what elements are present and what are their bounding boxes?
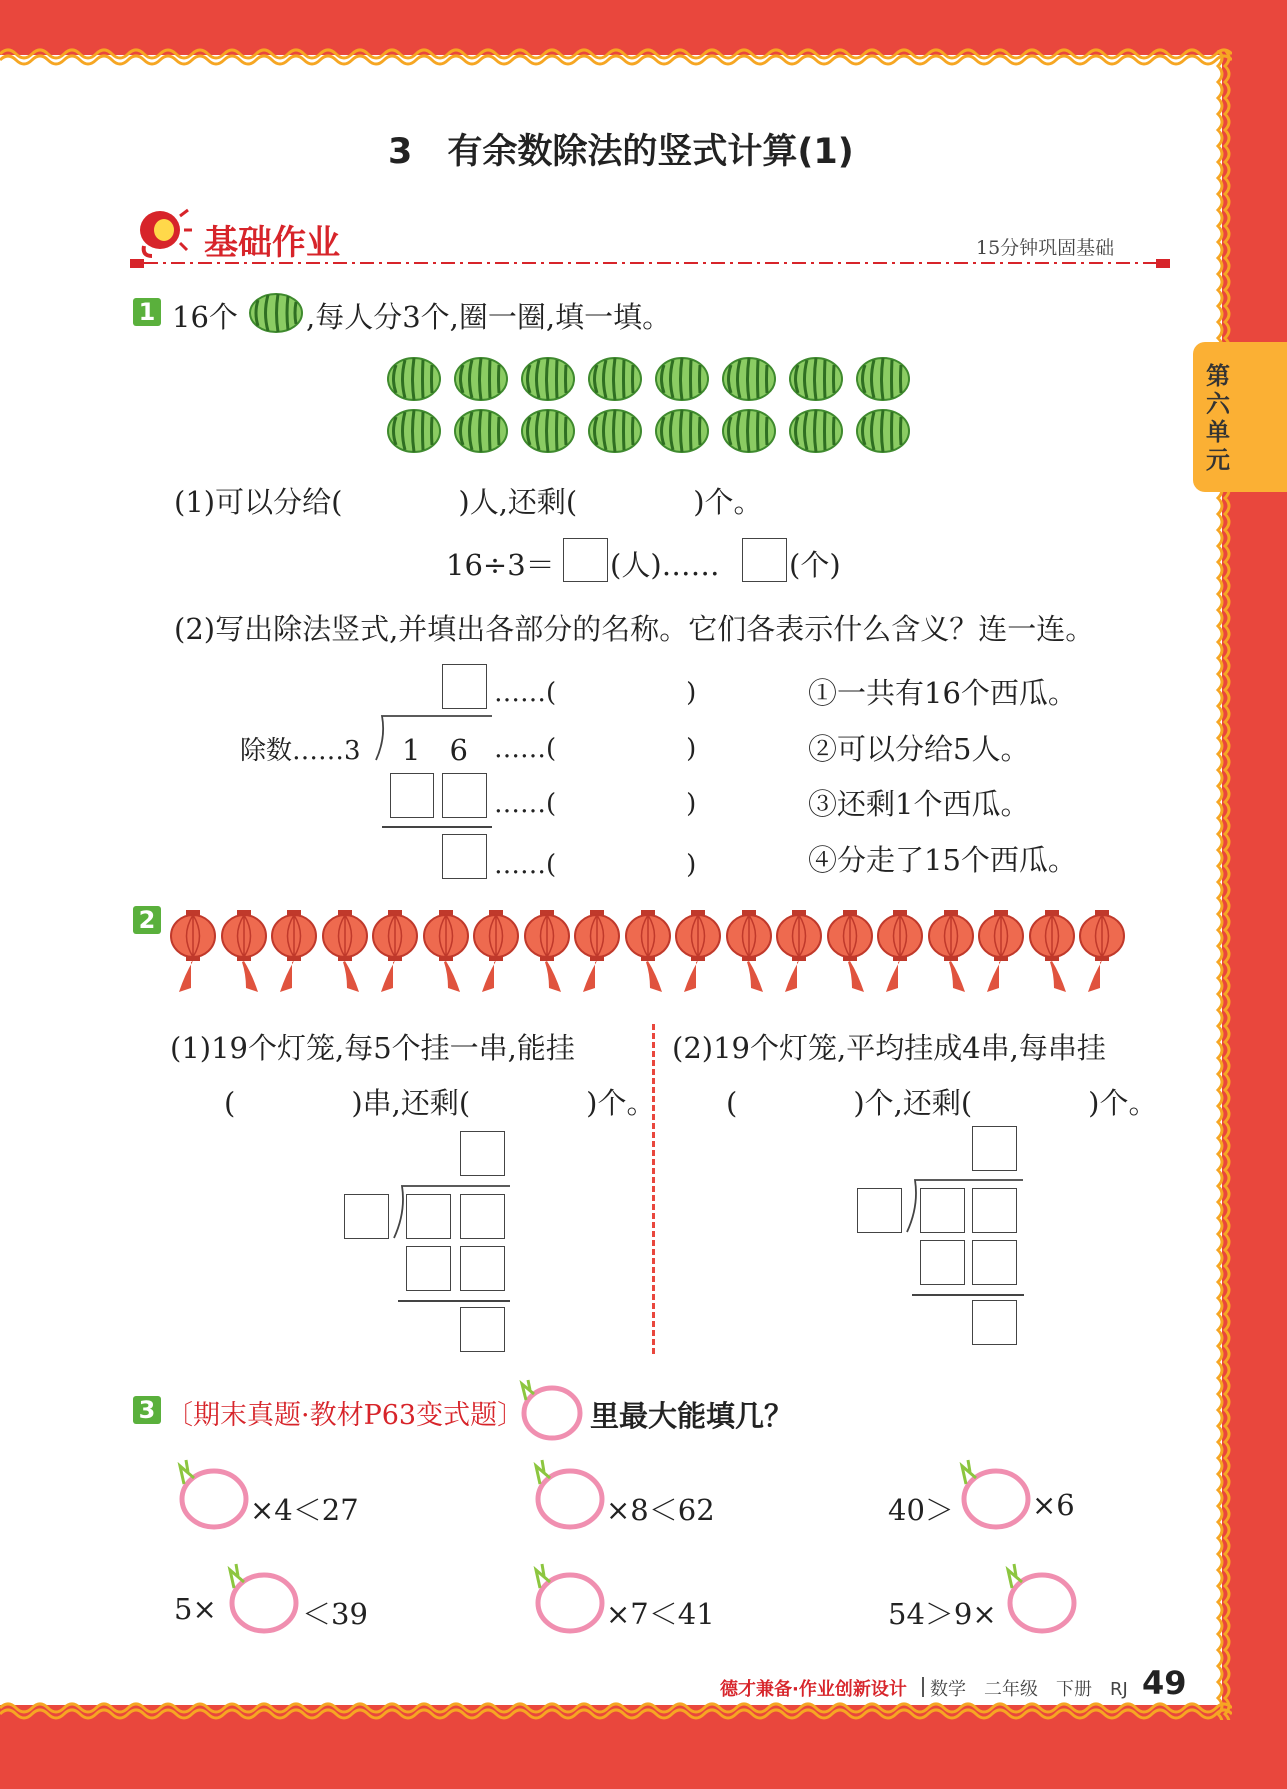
- lantern: [168, 908, 218, 998]
- footer-divider: [922, 1677, 924, 1697]
- division-remainder-box[interactable]: [442, 834, 487, 879]
- q2a-divisor-box[interactable]: [344, 1194, 389, 1239]
- q1-equation-mid: (人)……: [610, 548, 720, 582]
- q3-item-1-after: ×4＜27: [250, 1493, 359, 1527]
- section-divider: [130, 256, 1170, 270]
- meaning-4[interactable]: ④分走了15个西瓜。: [808, 843, 1077, 877]
- lantern: [370, 908, 420, 998]
- watermelon[interactable]: [654, 408, 710, 454]
- q2-part2-line2: ( )个,还剩( )个。: [726, 1086, 1158, 1120]
- q1-stem-prefix: 16个: [172, 300, 238, 334]
- q3-item-4-before: 5×: [174, 1592, 217, 1626]
- footer-series: 德才兼备·作业创新设计: [720, 1679, 907, 1700]
- q2a-underline: [398, 1300, 510, 1302]
- meaning-2[interactable]: ②可以分给5人。: [808, 732, 1030, 766]
- product-ones-box[interactable]: [442, 773, 487, 818]
- q2a-product-ones-box[interactable]: [460, 1246, 505, 1291]
- q1-part2: (2)写出除法竖式,并填出各部分的名称。它们各表示什么含义？连一连。: [174, 612, 1095, 646]
- q3-item-5-after: ×7＜41: [606, 1597, 715, 1631]
- remainder-answer-box[interactable]: [742, 538, 787, 582]
- watermelon[interactable]: [788, 408, 844, 454]
- q2b-quotient-box[interactable]: [972, 1126, 1017, 1171]
- watermelon[interactable]: [386, 408, 442, 454]
- divisor-label: 除数……3: [240, 736, 361, 766]
- lantern: [522, 908, 572, 998]
- pitaya-answer-1[interactable]: [174, 1458, 250, 1530]
- division-quotient-box[interactable]: [442, 664, 487, 709]
- watermelon[interactable]: [855, 408, 911, 454]
- question-3-badge: 3: [133, 1396, 161, 1424]
- watermelon[interactable]: [587, 408, 643, 454]
- section-note: 15分钟巩固基础: [976, 237, 1115, 259]
- watermelon-icon: [248, 292, 304, 334]
- dividend: 1 6: [402, 733, 468, 767]
- lantern: [269, 908, 319, 998]
- q1-stem-suffix: ,每人分3个,圈一圈,填一填。: [306, 300, 672, 334]
- lantern-row: [168, 908, 1158, 998]
- watermelon[interactable]: [654, 356, 710, 402]
- q2a-remainder-box[interactable]: [460, 1307, 505, 1352]
- pitaya-answer-5[interactable]: [530, 1562, 606, 1634]
- lantern: [572, 908, 622, 998]
- pitaya-answer-4[interactable]: [224, 1562, 300, 1634]
- lantern: [926, 908, 976, 998]
- q2b-dividend-ones-box[interactable]: [972, 1188, 1017, 1233]
- lantern: [320, 908, 370, 998]
- q3-item-6-before: 54＞9×: [888, 1597, 997, 1631]
- q1-equation-left: 16÷3＝: [446, 548, 555, 582]
- watermelon[interactable]: [453, 356, 509, 402]
- blank-name-4[interactable]: ……( ): [494, 850, 697, 880]
- q3-item-3-after: ×6: [1032, 1488, 1075, 1522]
- lantern: [875, 908, 925, 998]
- pitaya-answer-3[interactable]: [956, 1458, 1032, 1530]
- q2b-underline: [912, 1294, 1024, 1296]
- q2b-divisor-box[interactable]: [857, 1188, 902, 1233]
- q2-part2-line1: (2)19个灯笼,平均挂成4串,每串挂: [672, 1031, 1106, 1065]
- question-1-badge: 1: [133, 298, 161, 326]
- lantern: [1077, 908, 1127, 998]
- q1-equation-right: (个): [789, 548, 841, 582]
- q2a-quotient-box[interactable]: [460, 1131, 505, 1176]
- q2b-product-ones-box[interactable]: [972, 1240, 1017, 1285]
- lesson-title: 3 有余数除法的竖式计算(1): [388, 132, 854, 172]
- blank-name-1[interactable]: ……( ): [494, 678, 697, 708]
- footer-subject: 数学 二年级 下册 RJ: [930, 1679, 1128, 1700]
- q3-stem: 里最大能填几？: [590, 1399, 794, 1433]
- product-tens-box[interactable]: [390, 773, 434, 818]
- lantern: [623, 908, 673, 998]
- lantern: [421, 908, 471, 998]
- top-wave-border: [0, 46, 1232, 66]
- lantern: [673, 908, 723, 998]
- meaning-1[interactable]: ①一共有16个西瓜。: [808, 676, 1077, 710]
- watermelon[interactable]: [453, 408, 509, 454]
- q2a-dividend-ones-box[interactable]: [460, 1194, 505, 1239]
- q1-part1: (1)可以分给( )人,还剩( )个。: [174, 485, 763, 519]
- q2b-remainder-box[interactable]: [972, 1300, 1017, 1345]
- q3-item-3-before: 40＞: [888, 1493, 954, 1527]
- q3-item-4-after: ＜39: [302, 1597, 368, 1631]
- question-2-badge: 2: [133, 906, 161, 934]
- q2b-dividend-tens-box[interactable]: [920, 1188, 965, 1233]
- q2-part1-line2: ( )串,还剩( )个。: [224, 1086, 656, 1120]
- lantern: [1027, 908, 1077, 998]
- watermelon[interactable]: [788, 356, 844, 402]
- quotient-answer-box[interactable]: [563, 538, 608, 582]
- blank-name-2[interactable]: ……( ): [494, 734, 697, 764]
- division-underline: [382, 826, 492, 828]
- lantern: [219, 908, 269, 998]
- q3-item-2-after: ×8＜62: [606, 1493, 715, 1527]
- lantern: [774, 908, 824, 998]
- pitaya-icon: [518, 1378, 584, 1442]
- meaning-3[interactable]: ③还剩1个西瓜。: [808, 787, 1030, 821]
- q2a-product-tens-box[interactable]: [406, 1246, 451, 1291]
- q2b-product-tens-box[interactable]: [920, 1240, 965, 1285]
- bottom-wave-border: [0, 1702, 1232, 1722]
- section-title: 基础作业: [204, 223, 340, 263]
- q2-part1-line1: (1)19个灯笼,每5个挂一串,能挂: [170, 1031, 575, 1065]
- q2-column-divider: [652, 1024, 655, 1354]
- pitaya-answer-2[interactable]: [530, 1458, 606, 1530]
- pitaya-answer-6[interactable]: [1002, 1562, 1078, 1634]
- unit-side-tab-label: 第六单元: [1206, 362, 1230, 474]
- watermelon[interactable]: [587, 356, 643, 402]
- lantern: [976, 908, 1026, 998]
- right-wave-border: [1212, 50, 1234, 1720]
- q3-tag: 〔期末真题·教材P63变式题〕: [166, 1400, 525, 1431]
- watermelon[interactable]: [520, 408, 576, 454]
- watermelon[interactable]: [520, 356, 576, 402]
- watermelon[interactable]: [721, 356, 777, 402]
- lightbulb-icon: [130, 206, 192, 260]
- page-number: 49: [1142, 1664, 1187, 1702]
- lantern: [471, 908, 521, 998]
- lantern: [825, 908, 875, 998]
- watermelon[interactable]: [855, 356, 911, 402]
- watermelon[interactable]: [721, 408, 777, 454]
- blank-name-3[interactable]: ……( ): [494, 789, 697, 819]
- lantern: [724, 908, 774, 998]
- watermelon-grid[interactable]: [386, 356, 926, 460]
- q2a-dividend-tens-box[interactable]: [406, 1194, 451, 1239]
- watermelon[interactable]: [386, 356, 442, 402]
